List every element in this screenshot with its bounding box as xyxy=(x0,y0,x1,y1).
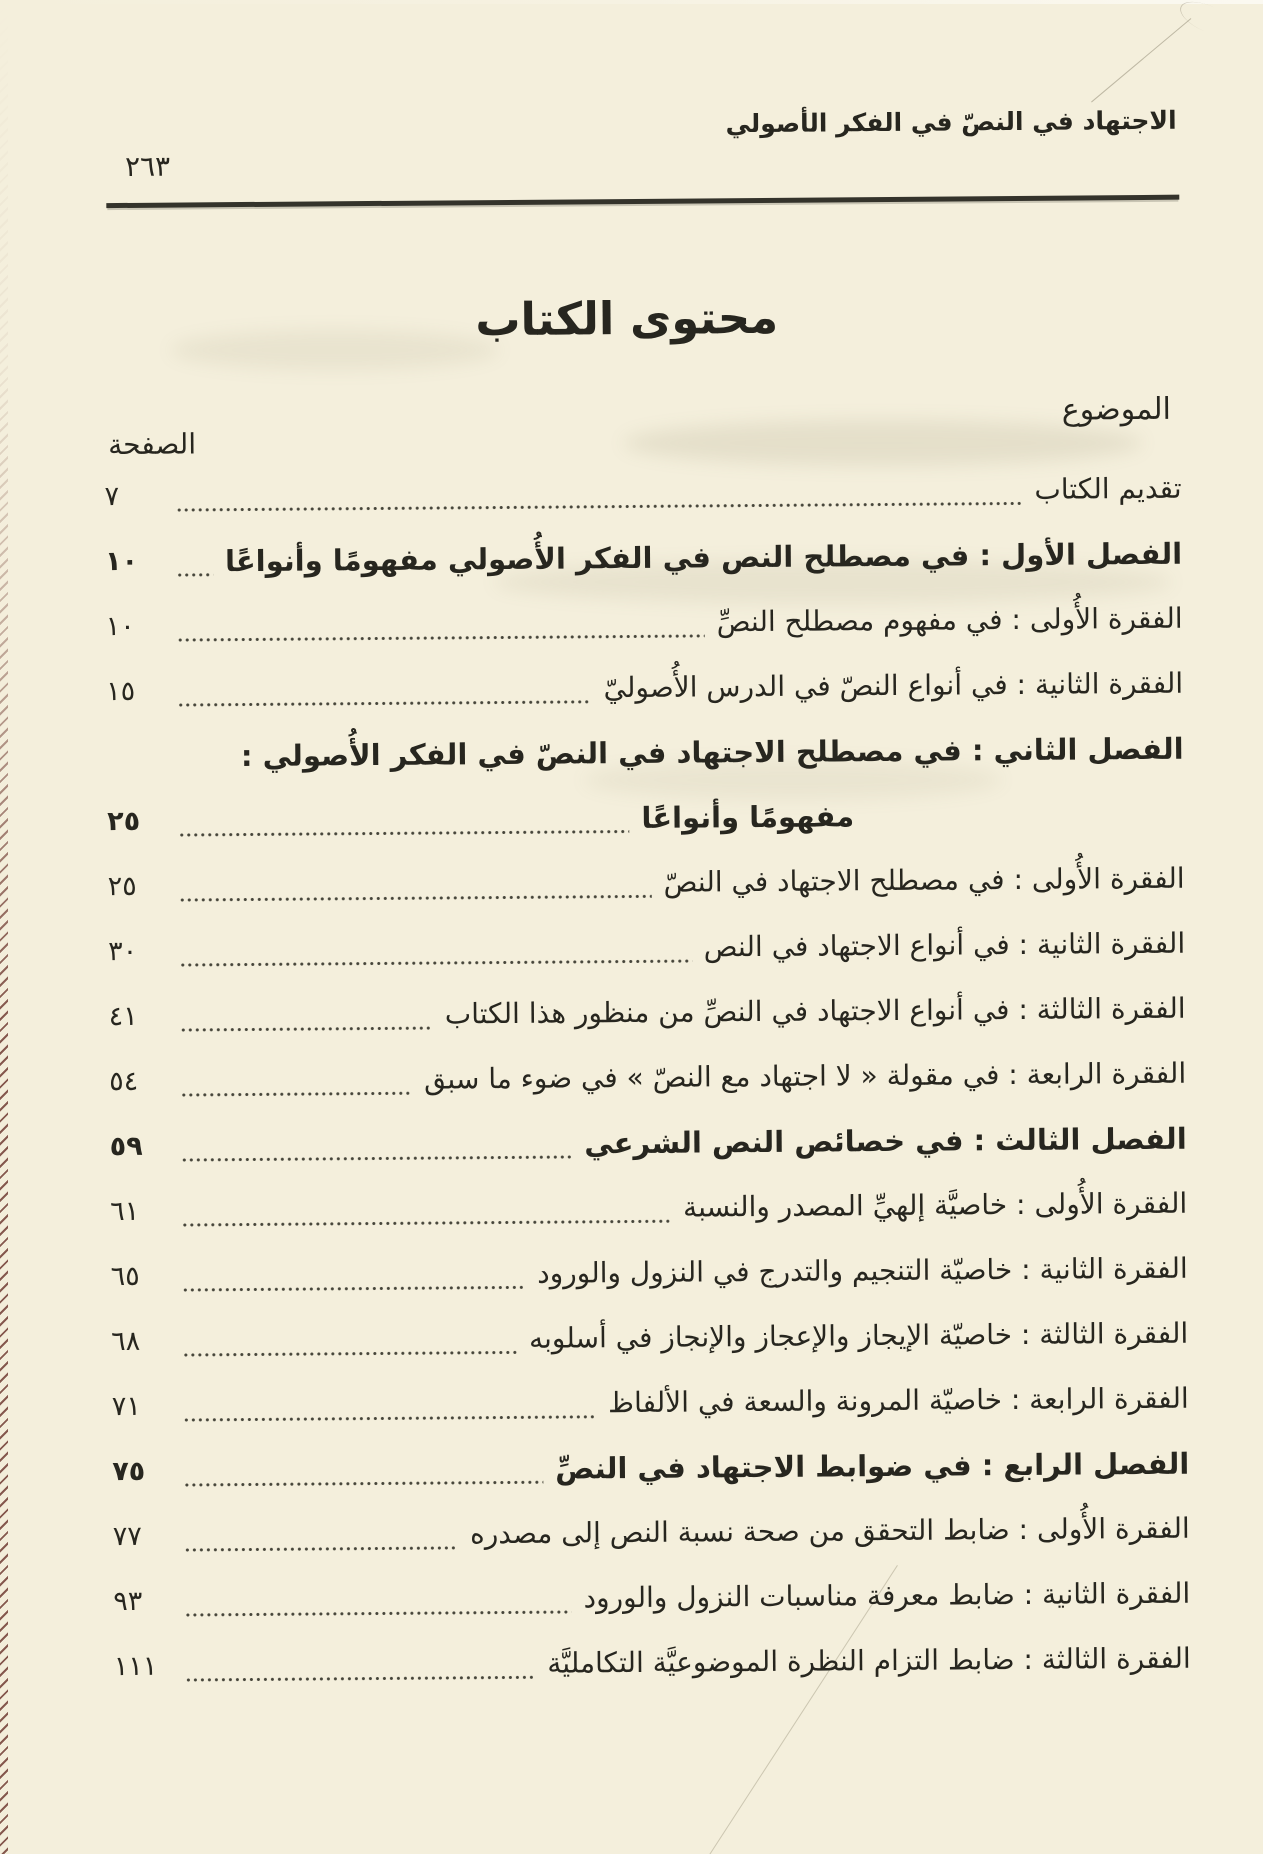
toc-entry xyxy=(113,1496,1190,1569)
dotted-leader xyxy=(185,1545,458,1552)
dotted-leader xyxy=(178,633,705,642)
toc-page-number: ٧٧ xyxy=(112,1520,142,1553)
dotted-leader xyxy=(181,1091,412,1098)
toc-entry xyxy=(112,1431,1189,1504)
toc-entry-title: تقديم الكتاب xyxy=(1034,471,1182,506)
contents-title: محتوى الكتاب xyxy=(475,290,779,347)
toc-entry xyxy=(114,1626,1191,1699)
toc-entry xyxy=(110,1171,1187,1244)
toc-page-number: ١٥ xyxy=(106,675,136,708)
toc-page-number: ٦٥ xyxy=(110,1260,140,1293)
toc-entry-title: الفصل الثالث : في خصائص النص الشرعي xyxy=(584,1121,1187,1160)
toc-page-number: ١١١ xyxy=(113,1650,158,1683)
toc-entry-title: الفقرة الرابعة : خاصيّة المرونة والسعة في الألفاظ xyxy=(607,1381,1189,1420)
dotted-leader xyxy=(182,1219,671,1228)
toc-entry xyxy=(113,1561,1190,1634)
toc-page-number: ٦٨ xyxy=(111,1325,141,1358)
toc-entry xyxy=(107,781,1184,854)
dotted-leader xyxy=(177,501,1023,513)
toc-entry xyxy=(105,586,1182,659)
dotted-leader xyxy=(182,1154,573,1162)
toc-list xyxy=(104,456,1191,1699)
toc-entry-title: الفقرة الأُولى : ضابط التحقق من صحة نسبة النص إلى مصدره xyxy=(469,1511,1190,1551)
toc-entry xyxy=(107,846,1184,919)
toc-entry-title: الفقرة الثالثة : في أنواع الاجتهاد في النصِّ من منظور هذا الكتاب xyxy=(444,991,1186,1031)
toc-page-number: ٧١ xyxy=(111,1390,141,1423)
toc-entry xyxy=(110,1236,1187,1309)
dotted-leader xyxy=(183,1350,517,1358)
toc-page-number: ٢٥ xyxy=(107,870,137,903)
toc-page-number: ٧ xyxy=(104,481,120,513)
toc-entry xyxy=(108,976,1185,1049)
toc-page-number: ٥٤ xyxy=(109,1065,139,1098)
dotted-leader xyxy=(183,1285,525,1293)
toc-page-number: ٧٥ xyxy=(112,1455,146,1488)
toc-entry-title: الفقرة الثالثة : ضابط التزام النظرة الموضوعيَّة التكامليَّة xyxy=(547,1641,1191,1680)
toc-entry xyxy=(104,456,1181,529)
header-rule xyxy=(106,195,1179,208)
toc-entry xyxy=(109,1041,1186,1114)
toc-entry xyxy=(111,1366,1188,1439)
toc-entry xyxy=(111,1301,1188,1374)
toc-page-number: ٤١ xyxy=(108,1000,138,1033)
toc-entry-title: الفقرة الأُولى : في مفهوم مصطلح النصِّ xyxy=(716,601,1183,639)
toc-entry-title: الفقرة الثانية : في أنواع النصّ في الدرس الأُصوليّ xyxy=(603,666,1184,705)
toc-page-number: ٦١ xyxy=(110,1195,140,1228)
toc-entry-title: الفصل الرابع : في ضوابط الاجتهاد في النصِّ xyxy=(555,1446,1190,1486)
toc-entry-title: الفقرة الأُولى : خاصيَّة إلهيِّ المصدر والنسبة xyxy=(682,1186,1188,1224)
toc-page-number: ٥٩ xyxy=(109,1130,143,1163)
dotted-leader xyxy=(184,1414,596,1422)
dotted-leader xyxy=(177,572,213,577)
toc-entry-title: الفصل الثاني : في مصطلح الاجتهاد في النصّ في الفكر الأُصولي : xyxy=(240,731,1184,773)
dotted-leader xyxy=(179,829,629,838)
dotted-leader xyxy=(181,1026,433,1033)
subject-column-label: الموضوع xyxy=(1061,391,1172,428)
toc-entry xyxy=(108,911,1185,984)
toc-page-number: ١٠ xyxy=(104,545,139,578)
toc-entry-title: الفقرة الأُولى : في مصطلح الاجتهاد في النصّ xyxy=(663,861,1185,899)
toc-entry-title: الفقرة الثانية : ضابط معرفة مناسبات النزول والورود xyxy=(583,1576,1191,1615)
toc-page-number: ٩٣ xyxy=(113,1585,143,1618)
toc-entry-title: مفهومًا وأنواعًا xyxy=(641,798,855,835)
dotted-leader xyxy=(180,959,692,968)
toc-page-number: ٢٥ xyxy=(107,805,141,838)
page-column-label: الصفحة xyxy=(108,427,197,462)
toc-entry xyxy=(106,651,1183,724)
dotted-leader xyxy=(178,699,591,707)
toc-entry-title: الفقرة الثانية : في أنواع الاجتهاد في النص xyxy=(703,926,1186,964)
dotted-leader xyxy=(185,1609,571,1617)
running-title: الاجتهاد في النصّ في الفكر الأصولي xyxy=(725,105,1177,139)
toc-entry-title: الفصل الأول : في مصطلح النص في الفكر الأُصولي مفهومًا وأنواعًا xyxy=(224,536,1183,578)
toc-page-number: ١٠ xyxy=(105,610,135,643)
toc-entry-title: الفقرة الرابعة : في مقولة « لا اجتهاد مع النصّ » في ضوء ما سبق xyxy=(423,1056,1187,1096)
dotted-leader xyxy=(180,894,652,903)
toc-entry-title: الفقرة الثالثة : خاصيّة الإيجاز والإعجاز والإنجاز في أسلوبه xyxy=(528,1316,1189,1355)
dotted-leader xyxy=(184,1480,543,1488)
dotted-leader xyxy=(186,1675,536,1683)
toc-entry-title: الفقرة الثانية : خاصيّة التنجيم والتدرج في النزول والورود xyxy=(537,1251,1188,1290)
toc-entry xyxy=(109,1106,1186,1179)
toc-entry xyxy=(105,521,1182,594)
toc-page-number: ٣٠ xyxy=(108,935,138,968)
toc-entry xyxy=(106,716,1183,789)
folio-page-number: ٢٦٣ xyxy=(124,149,171,183)
